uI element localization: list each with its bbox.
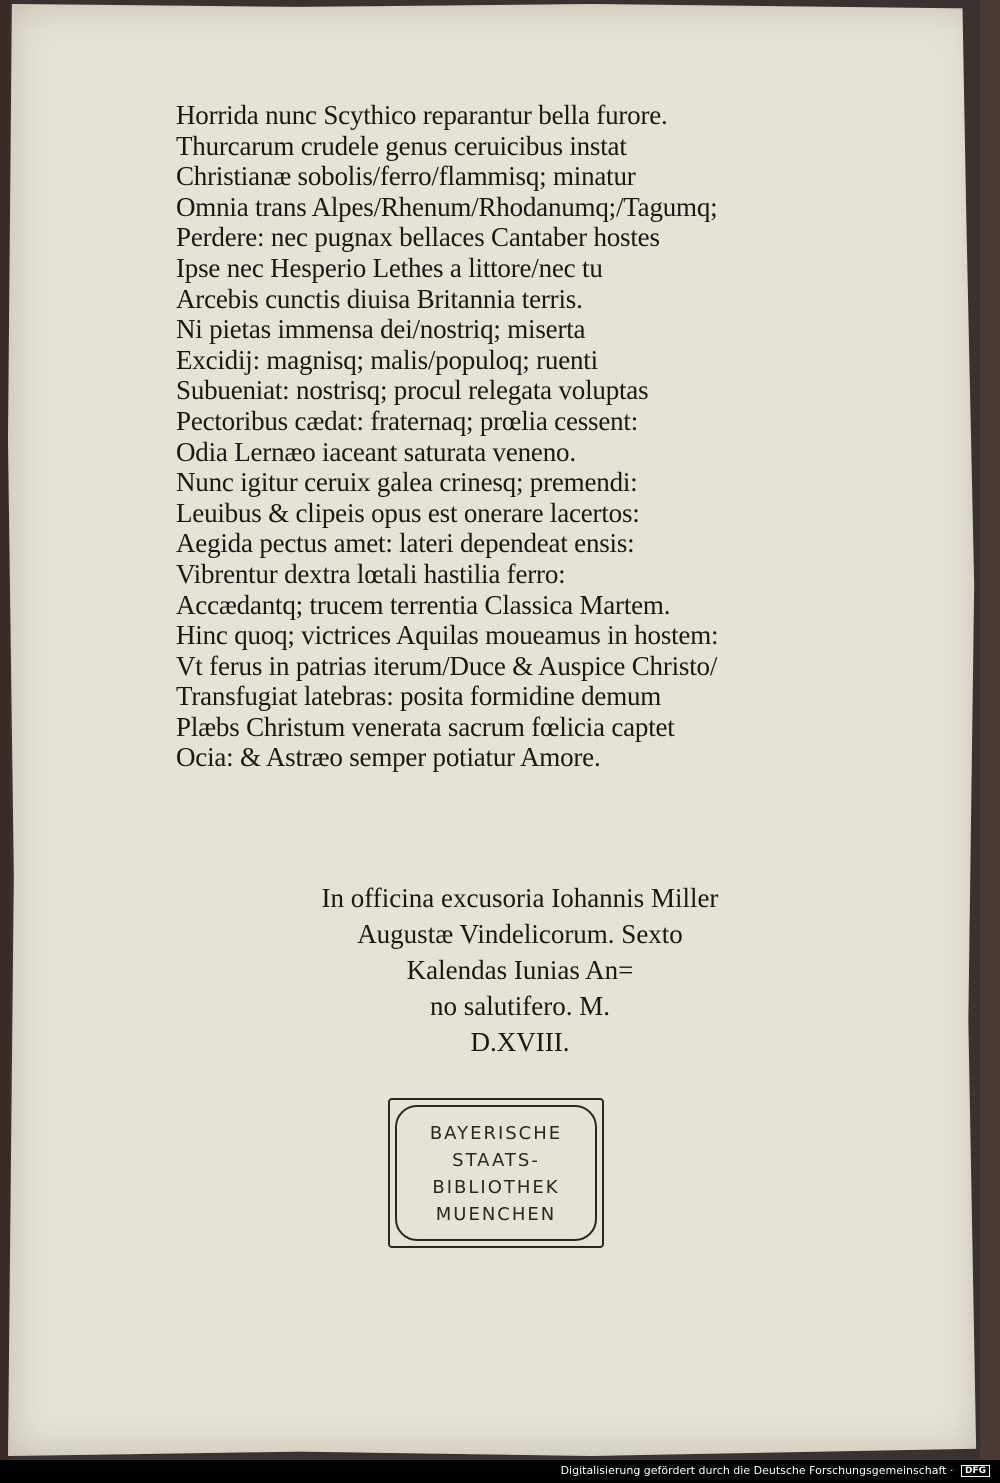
verse-line: Omnia trans Alpes/Rhenum/Rhodanumq;/Tagumq; (176, 191, 718, 222)
dfg-logo-icon: DFG (961, 1465, 990, 1477)
colophon (290, 880, 750, 1060)
colophon-line: Kalendas Iunias An= (406, 955, 634, 985)
footer-credit-text: Digitalisierung gefördert durch die Deutsche Forschungsgemeinschaft · (560, 1464, 954, 1477)
verse-line: Accædantq; trucem terrentia Classica Martem. (176, 589, 671, 620)
verse-line: Aegida pectus amet: lateri dependeat ensis: (176, 528, 635, 559)
library-stamp (388, 1098, 604, 1248)
verse-line: Odia Lernæo iaceant saturata veneno. (176, 436, 576, 467)
verse-line: Horrida nunc Scythico reparantur bella furore. (176, 100, 668, 130)
verse-line: Leuibus & clipeis opus est onerare lacertos: (176, 497, 640, 528)
stamp-line: BAYERISCHE (429, 1123, 563, 1144)
footer-bar (0, 1460, 1000, 1483)
colophon-line: In officina excusoria Iohannis Miller (321, 883, 719, 913)
verse-line: Vibrentur dextra lœtali hastilia ferro: (176, 558, 566, 589)
verse-line: Transfugiat latebras: posita formidine demum (176, 681, 662, 712)
verse-line: Pectoribus cædat: fraternaq; prœlia cessent: (176, 405, 639, 436)
book-spine-edge (0, 0, 10, 1460)
colophon-line: Augustæ Vindelicorum. Sexto (357, 919, 683, 949)
verse-line: Ni pietas immensa dei/nostriq; miserta (176, 314, 586, 345)
verse-line: Ocia: & Astræo semper potiatur Amore. (176, 742, 601, 773)
stamp-line: STAATS- (452, 1150, 540, 1171)
verse-line: Excidij: magnisq; malis/populoq; ruenti (176, 344, 598, 375)
colophon-line: no salutifero. M. (430, 991, 610, 1021)
verse-line: Christianæ sobolis/ferro/flammisq; minatur (176, 161, 636, 192)
verse-line: Subueniat: nostrisq; procul relegata voluptas (176, 375, 649, 406)
footer-credit (561, 1464, 990, 1477)
verse-line: Vt ferus in patrias iterum/Duce & Auspice Christo/ (176, 650, 718, 681)
verse-line: Arcebis cunctis diuisa Britannia terris. (176, 283, 583, 314)
verse-line: Hinc quoq; victrices Aquilas moueamus in hostem: (176, 620, 719, 651)
verse-line: Ipse nec Hesperio Lethes a littore/nec tu (176, 252, 603, 283)
verse-line: Thurcarum crudele genus ceruicibus instat (176, 130, 627, 161)
verse-line: Nunc igitur ceruix galea crinesq; premendi: (176, 467, 638, 498)
verse-line: Perdere: nec pugnax bellaces Cantaber hostes (176, 222, 660, 253)
colophon-line: D.XVIII. (470, 1027, 570, 1057)
verse-line: Plæbs Christum venerata sacrum fœlicia captet (176, 711, 675, 742)
stamp-line: MUENCHEN (435, 1204, 557, 1225)
verse-text (176, 100, 896, 773)
stamp-text (390, 1120, 602, 1228)
stamp-line: BIBLIOTHEK (432, 1177, 560, 1198)
adjacent-page-edge (980, 0, 1000, 1460)
